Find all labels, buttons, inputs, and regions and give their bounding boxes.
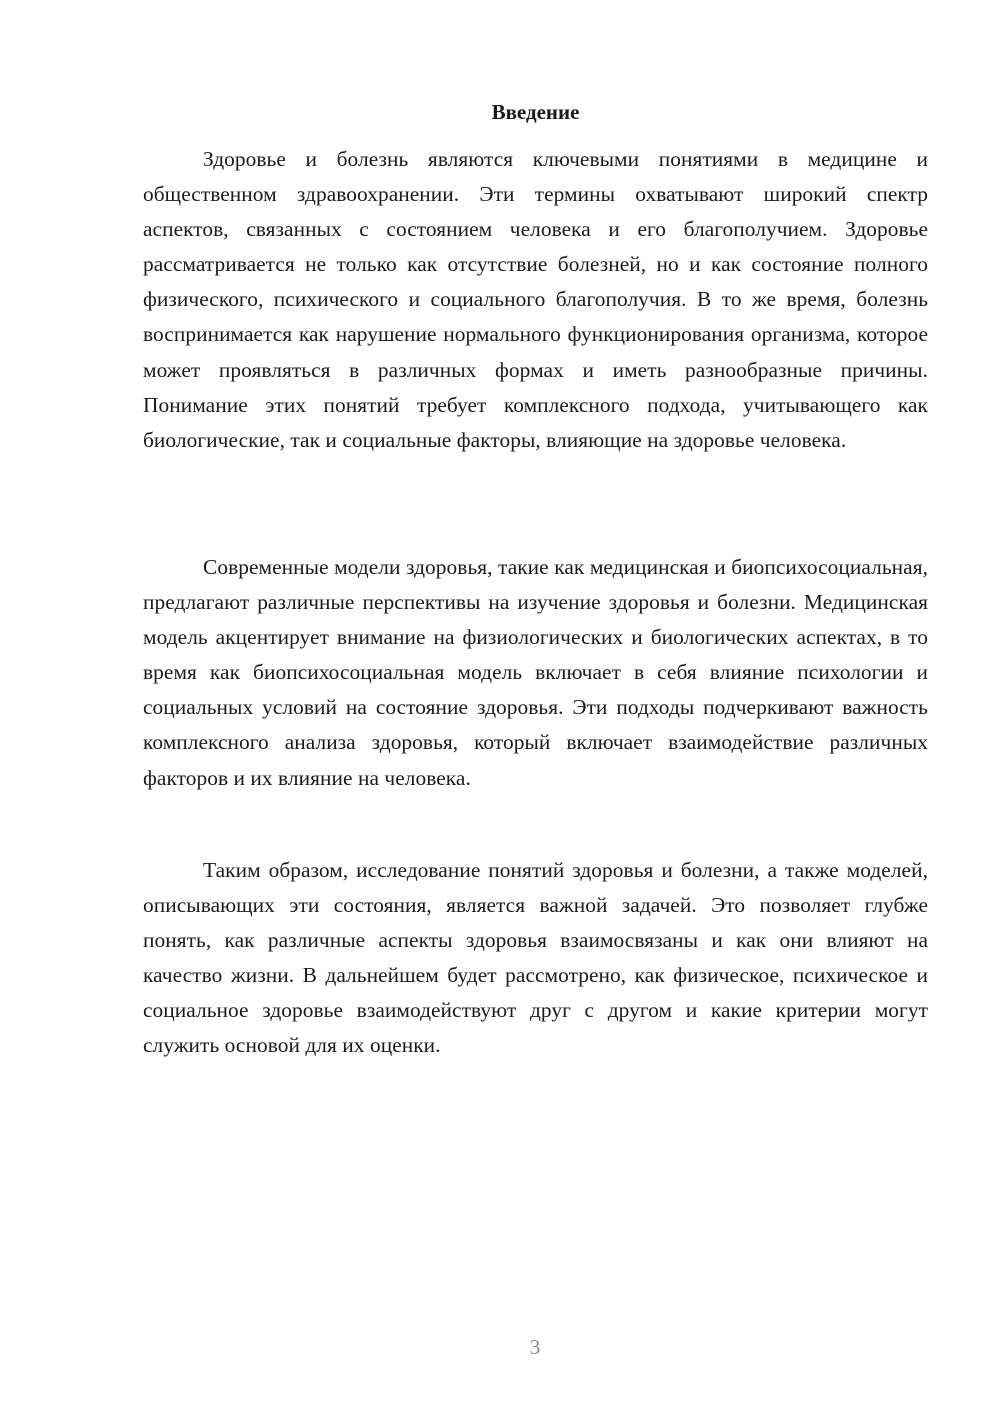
paragraph-3: Таким образом, исследование понятий здоровья и болезни, а также моделей, описывающих эти состояния, является важной задачей. Это позволяет глубже понять, как различные аспекты здоровья взаимосвязаны и как они влияют на качество жизни. В дальнейшем будет рассмотрено, как физическое, психическое и социальное здоровье взаимодействуют друг с другом и какие критерии могут служить основой для их оценки. [143, 858, 928, 1058]
paragraph-2: Современные модели здоровья, такие как медицинская и биопсихосоциальная, предлагают различные перспективы на изучение здоровья и болезни. Медицинская модель акцентирует внимание на физиологических и биологических аспектах, в то время как биопсихосоциальная модель включает в себя влияние психологии и социальных условий на состояние здоровья. Эти подходы подчеркивают важность комплексного анализа здоровья, который включает взаимодействие различных факторов и их влияние на человека. [143, 555, 928, 790]
page-number: 3 [529, 1335, 541, 1359]
paragraph-1: Здоровье и болезнь являются ключевыми понятиями в медицине и общественном здравоохранении. Эти термины охватывают широкий спектр аспектов, связанных с состоянием человека и его благополучием. Здоровье рассматривается не только как отсутствие болезней, но и как состояние полного физического, психического и социального благополучия. В то же время, болезнь воспринимается как нарушение нормального функционирования организма, которое может проявляться в различных формах и иметь разнообразные причины. Понимание этих понятий требует комплексного подхода, учитывающего как биологические, так и социальные факторы, влияющие на здоровье человека. [143, 147, 928, 452]
section-heading: Введение [491, 100, 580, 124]
